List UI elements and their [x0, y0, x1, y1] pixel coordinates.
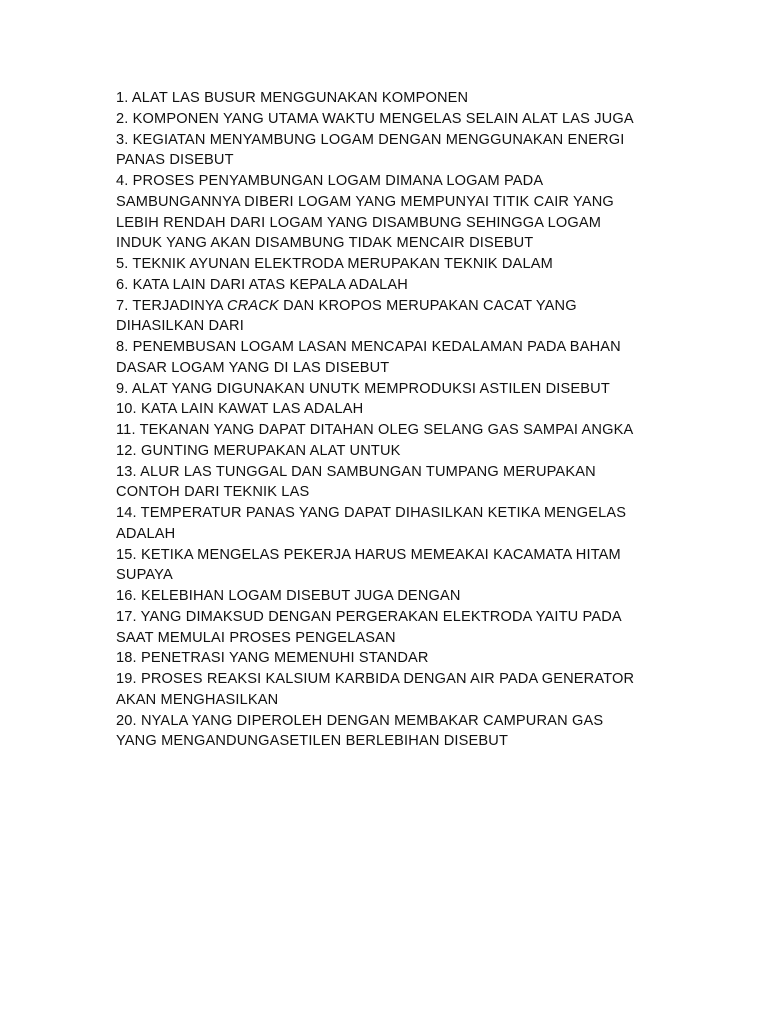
- question-3-line-1: 3. KEGIATAN MENYAMBUNG LOGAM DENGAN MENGGUNAKAN ENERGI: [116, 131, 625, 148]
- question-item-12: [116, 441, 656, 462]
- question-11-line-1: 11. TEKANAN YANG DAPAT DITAHAN OLEG SELANG GAS SAMPAI ANGKA: [116, 422, 634, 438]
- question-17-line-2: SAAT MEMULAI PROSES PENGELASAN: [116, 629, 396, 646]
- question-19-line-2: AKAN MENGHASILKAN: [116, 691, 279, 708]
- question-6-line-1: 6. KATA LAIN DARI ATAS KEPALA ADALAH: [116, 276, 408, 293]
- question-5-line-1: 5. TEKNIK AYUNAN ELEKTRODA MERUPAKAN TEKNIK DALAM: [116, 256, 553, 272]
- question-item-13: [116, 462, 656, 504]
- question-item-15: [116, 545, 656, 587]
- question-1-line-1: 1. ALAT LAS BUSUR MENGGUNAKAN KOMPONEN: [116, 90, 469, 106]
- question-item-7: [116, 296, 656, 338]
- question-item-16: [116, 586, 656, 607]
- question-13-line-1: 13. ALUR LAS TUNGGAL DAN SAMBUNGAN TUMPANG MERUPAKAN: [116, 463, 596, 480]
- question-item-6: [116, 275, 656, 296]
- question-12-line-1: 12. GUNTING MERUPAKAN ALAT UNTUK: [116, 442, 401, 459]
- question-17-line-1: 17. YANG DIMAKSUD DENGAN PERGERAKAN ELEKTRODA YAITU PADA: [116, 608, 622, 625]
- question-3-line-2: PANAS DISEBUT: [116, 152, 234, 169]
- question-item-9: [116, 379, 656, 400]
- question-16-line-1: 16. KELEBIHAN LOGAM DISEBUT JUGA DENGAN: [116, 588, 461, 604]
- question-item-8: [116, 337, 656, 379]
- question-8-line-1: 8. PENEMBUSAN LOGAM LASAN MENCAPAI KEDALAMAN PADA BAHAN: [116, 339, 621, 355]
- question-item-4: [116, 171, 656, 254]
- question-item-17: [116, 607, 656, 649]
- question-item-19: [116, 669, 656, 711]
- question-item-11: [116, 420, 656, 441]
- document-page: [116, 88, 656, 752]
- question-7-text-before: 7. TERJADINYA: [116, 297, 228, 314]
- question-4-line-3: LEBIH RENDAH DARI LOGAM YANG DISAMBUNG SEHINGGA LOGAM: [116, 214, 602, 231]
- question-10-line-1: 10. KATA LAIN KAWAT LAS ADALAH: [116, 401, 364, 418]
- question-item-2: [116, 109, 656, 130]
- question-15-line-2: SUPAYA: [116, 567, 173, 584]
- question-19-line-1: 19. PROSES REAKSI KALSIUM KARBIDA DENGAN AIR PADA GENERATOR: [116, 671, 635, 687]
- question-item-20: [116, 711, 656, 753]
- question-4-line-1: 4. PROSES PENYAMBUNGAN LOGAM DIMANA LOGAM PADA: [116, 173, 544, 189]
- question-item-14: [116, 503, 656, 545]
- question-4-line-2: SAMBUNGANNYA DIBERI LOGAM YANG MEMPUNYAI TITIK CAIR YANG: [116, 193, 614, 210]
- question-20-line-1: 20. NYALA YANG DIPEROLEH DENGAN MEMBAKAR CAMPURAN GAS: [116, 712, 604, 729]
- question-9-line-1: 9. ALAT YANG DIGUNAKAN UNUTK MEMPRODUKSI ASTILEN DISEBUT: [116, 380, 610, 397]
- question-18-line-1: 18. PENETRASI YANG MEMENUHI STANDAR: [116, 650, 429, 667]
- question-15-line-1: 15. KETIKA MENGELAS PEKERJA HARUS MEMEAKAI KACAMATA HITAM: [116, 546, 621, 563]
- question-20-line-2: YANG MENGANDUNGASETILEN BERLEBIHAN DISEBUT: [116, 733, 509, 750]
- question-7-line-1: [116, 296, 656, 317]
- question-8-line-2: DASAR LOGAM YANG DI LAS DISEBUT: [116, 359, 390, 376]
- question-item-10: [116, 399, 656, 420]
- question-4-line-4: INDUK YANG AKAN DISAMBUNG TIDAK MENCAIR DISEBUT: [116, 235, 534, 252]
- question-2-line-1: 2. KOMPONEN YANG UTAMA WAKTU MENGELAS SELAIN ALAT LAS JUGA: [116, 110, 634, 127]
- question-14-line-2: ADALAH: [116, 525, 176, 542]
- question-13-line-2: CONTOH DARI TEKNIK LAS: [116, 484, 310, 501]
- question-14-line-1: 14. TEMPERATUR PANAS YANG DAPAT DIHASILKAN KETIKA MENGELAS: [116, 505, 627, 521]
- question-item-1: [116, 88, 656, 109]
- question-item-3: [116, 130, 656, 172]
- question-item-5: [116, 254, 656, 275]
- question-7-italic-term: CRACK: [227, 297, 279, 314]
- question-7-line-2: DIHASILKAN DARI: [116, 318, 244, 335]
- question-7-text-after: DAN KROPOS MERUPAKAN CACAT YANG: [278, 297, 577, 314]
- question-item-18: [116, 648, 656, 669]
